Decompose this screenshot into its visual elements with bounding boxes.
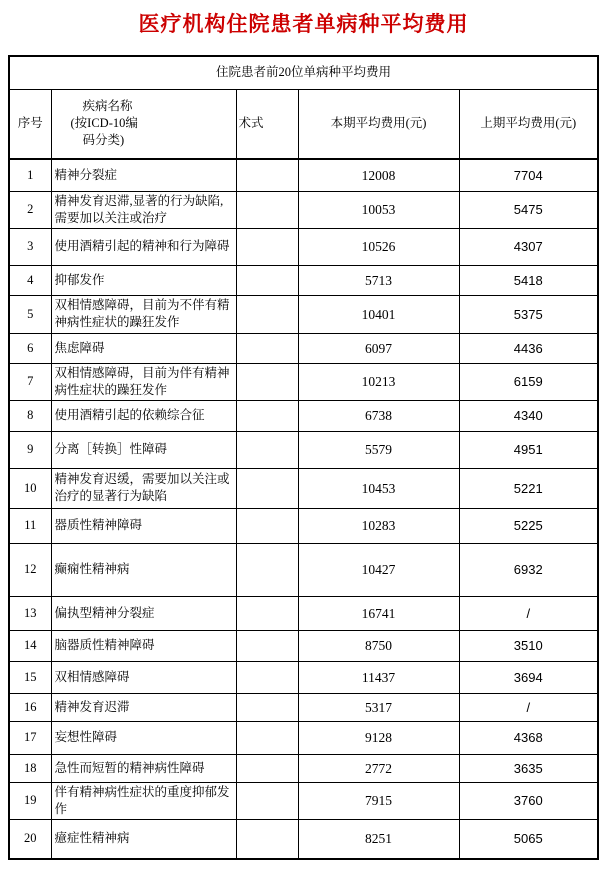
procedure-cell [236,228,298,265]
table-head [9,56,598,159]
current-cost-cell: 10401 [298,295,459,333]
current-cost-cell: 10453 [298,468,459,508]
disease-header-line2: (按ICD-10编 [70,116,138,131]
table-row [9,468,598,508]
current-cost-cell: 11437 [298,661,459,693]
procedure-cell [236,265,298,295]
table-caption-row [9,56,598,89]
table-row [9,363,598,400]
table-row [9,630,598,661]
procedure-cell [236,693,298,721]
previous-cost-cell: 3760 [459,782,598,819]
table-row [9,596,598,630]
disease-name-cell: 癫痫性精神病 [51,543,236,596]
previous-cost-cell: 4307 [459,228,598,265]
table-row [9,265,598,295]
col-header-index: 序号 [9,89,51,159]
col-header-disease [51,89,236,159]
current-cost-cell: 7915 [298,782,459,819]
procedure-cell [236,721,298,754]
table-row [9,721,598,754]
current-cost-cell: 8251 [298,819,459,859]
previous-cost-cell: 5225 [459,508,598,543]
disease-name-cell: 抑郁发作 [51,265,236,295]
procedure-cell [236,543,298,596]
disease-name-cell: 精神发育迟滞 [51,693,236,721]
disease-name-cell: 癔症性精神病 [51,819,236,859]
table-row [9,228,598,265]
table-row [9,295,598,333]
procedure-cell [236,431,298,468]
row-index-cell: 4 [9,265,51,295]
row-index-cell: 14 [9,630,51,661]
table-row [9,400,598,431]
row-index-cell: 1 [9,159,51,191]
current-cost-cell: 10053 [298,191,459,228]
previous-cost-cell: 5065 [459,819,598,859]
row-index-cell: 11 [9,508,51,543]
row-index-cell: 16 [9,693,51,721]
table-row [9,819,598,859]
procedure-cell [236,508,298,543]
row-index-cell: 5 [9,295,51,333]
row-index-cell: 13 [9,596,51,630]
previous-cost-cell: / [459,693,598,721]
procedure-cell [236,754,298,782]
procedure-cell [236,819,298,859]
disease-header-line3: 码分类) [82,133,125,148]
previous-cost-cell: 5475 [459,191,598,228]
procedure-cell [236,782,298,819]
previous-cost-cell: / [459,596,598,630]
current-cost-cell: 16741 [298,596,459,630]
previous-cost-cell: 4340 [459,400,598,431]
procedure-cell [236,468,298,508]
current-cost-cell: 10283 [298,508,459,543]
table-row [9,661,598,693]
disease-name-cell: 精神分裂症 [51,159,236,191]
row-index-cell: 19 [9,782,51,819]
disease-name-cell: 双相情感障碍，目前为伴有精神病性症状的躁狂发作 [51,363,236,400]
page-title: 医疗机构住院患者单病种平均费用 [138,13,469,36]
table-row [9,191,598,228]
disease-header-line1: 疾病名称 [82,99,133,114]
disease-name-cell: 器质性精神障碍 [51,508,236,543]
previous-cost-cell: 7704 [459,159,598,191]
disease-name-cell: 分离［转换］性障碍 [51,431,236,468]
procedure-cell [236,630,298,661]
previous-cost-cell: 5375 [459,295,598,333]
previous-cost-cell: 6932 [459,543,598,596]
row-index-cell: 15 [9,661,51,693]
procedure-cell [236,295,298,333]
table-row [9,543,598,596]
row-index-cell: 9 [9,431,51,468]
previous-cost-cell: 4951 [459,431,598,468]
table-row [9,754,598,782]
disease-name-cell: 伴有精神病性症状的重度抑郁发作 [51,782,236,819]
previous-cost-cell: 3510 [459,630,598,661]
table-body [9,159,598,859]
previous-cost-cell: 6159 [459,363,598,400]
table-row [9,508,598,543]
disease-name-cell: 双相情感障碍，目前为不伴有精神病性症状的躁狂发作 [51,295,236,333]
current-cost-cell: 9128 [298,721,459,754]
table-row [9,159,598,191]
disease-name-cell: 脑器质性精神障碍 [51,630,236,661]
row-index-cell: 8 [9,400,51,431]
disease-name-cell: 双相情感障碍 [51,661,236,693]
row-index-cell: 10 [9,468,51,508]
procedure-cell [236,363,298,400]
disease-name-cell: 使用酒精引起的精神和行为障碍 [51,228,236,265]
col-header-previous-cost: 上期平均费用(元) [459,89,598,159]
table-row [9,431,598,468]
row-index-cell: 20 [9,819,51,859]
row-index-cell: 3 [9,228,51,265]
current-cost-cell: 5713 [298,265,459,295]
previous-cost-cell: 4368 [459,721,598,754]
current-cost-cell: 10526 [298,228,459,265]
current-cost-cell: 12008 [298,159,459,191]
current-cost-cell: 10427 [298,543,459,596]
disease-name-cell: 偏执型精神分裂症 [51,596,236,630]
table-row [9,333,598,363]
current-cost-cell: 2772 [298,754,459,782]
current-cost-cell: 8750 [298,630,459,661]
procedure-cell [236,661,298,693]
disease-name-cell: 精神发育迟缓，需要加以关注或治疗的显著行为缺陷 [51,468,236,508]
current-cost-cell: 6738 [298,400,459,431]
procedure-cell [236,596,298,630]
col-header-procedure: 术式 [236,89,298,159]
row-index-cell: 7 [9,363,51,400]
row-index-cell: 17 [9,721,51,754]
row-index-cell: 6 [9,333,51,363]
col-header-current-cost: 本期平均费用(元) [298,89,459,159]
table-header-row [9,89,598,159]
document-page [0,11,607,860]
disease-name-cell: 急性而短暂的精神病性障碍 [51,754,236,782]
current-cost-cell: 5579 [298,431,459,468]
previous-cost-cell: 5221 [459,468,598,508]
cost-table [8,55,599,860]
previous-cost-cell: 3694 [459,661,598,693]
procedure-cell [236,333,298,363]
previous-cost-cell: 4436 [459,333,598,363]
disease-name-cell: 精神发育迟滞,显著的行为缺陷,需要加以关注或治疗 [51,191,236,228]
procedure-cell [236,400,298,431]
previous-cost-cell: 5418 [459,265,598,295]
disease-name-cell: 焦虑障碍 [51,333,236,363]
table-row [9,693,598,721]
current-cost-cell: 6097 [298,333,459,363]
procedure-cell [236,159,298,191]
disease-name-cell: 妄想性障碍 [51,721,236,754]
row-index-cell: 18 [9,754,51,782]
table-caption: 住院患者前20位单病种平均费用 [9,56,598,89]
current-cost-cell: 5317 [298,693,459,721]
current-cost-cell: 10213 [298,363,459,400]
table-row [9,782,598,819]
procedure-cell [236,191,298,228]
row-index-cell: 2 [9,191,51,228]
disease-name-cell: 使用酒精引起的依赖综合征 [51,400,236,431]
row-index-cell: 12 [9,543,51,596]
previous-cost-cell: 3635 [459,754,598,782]
